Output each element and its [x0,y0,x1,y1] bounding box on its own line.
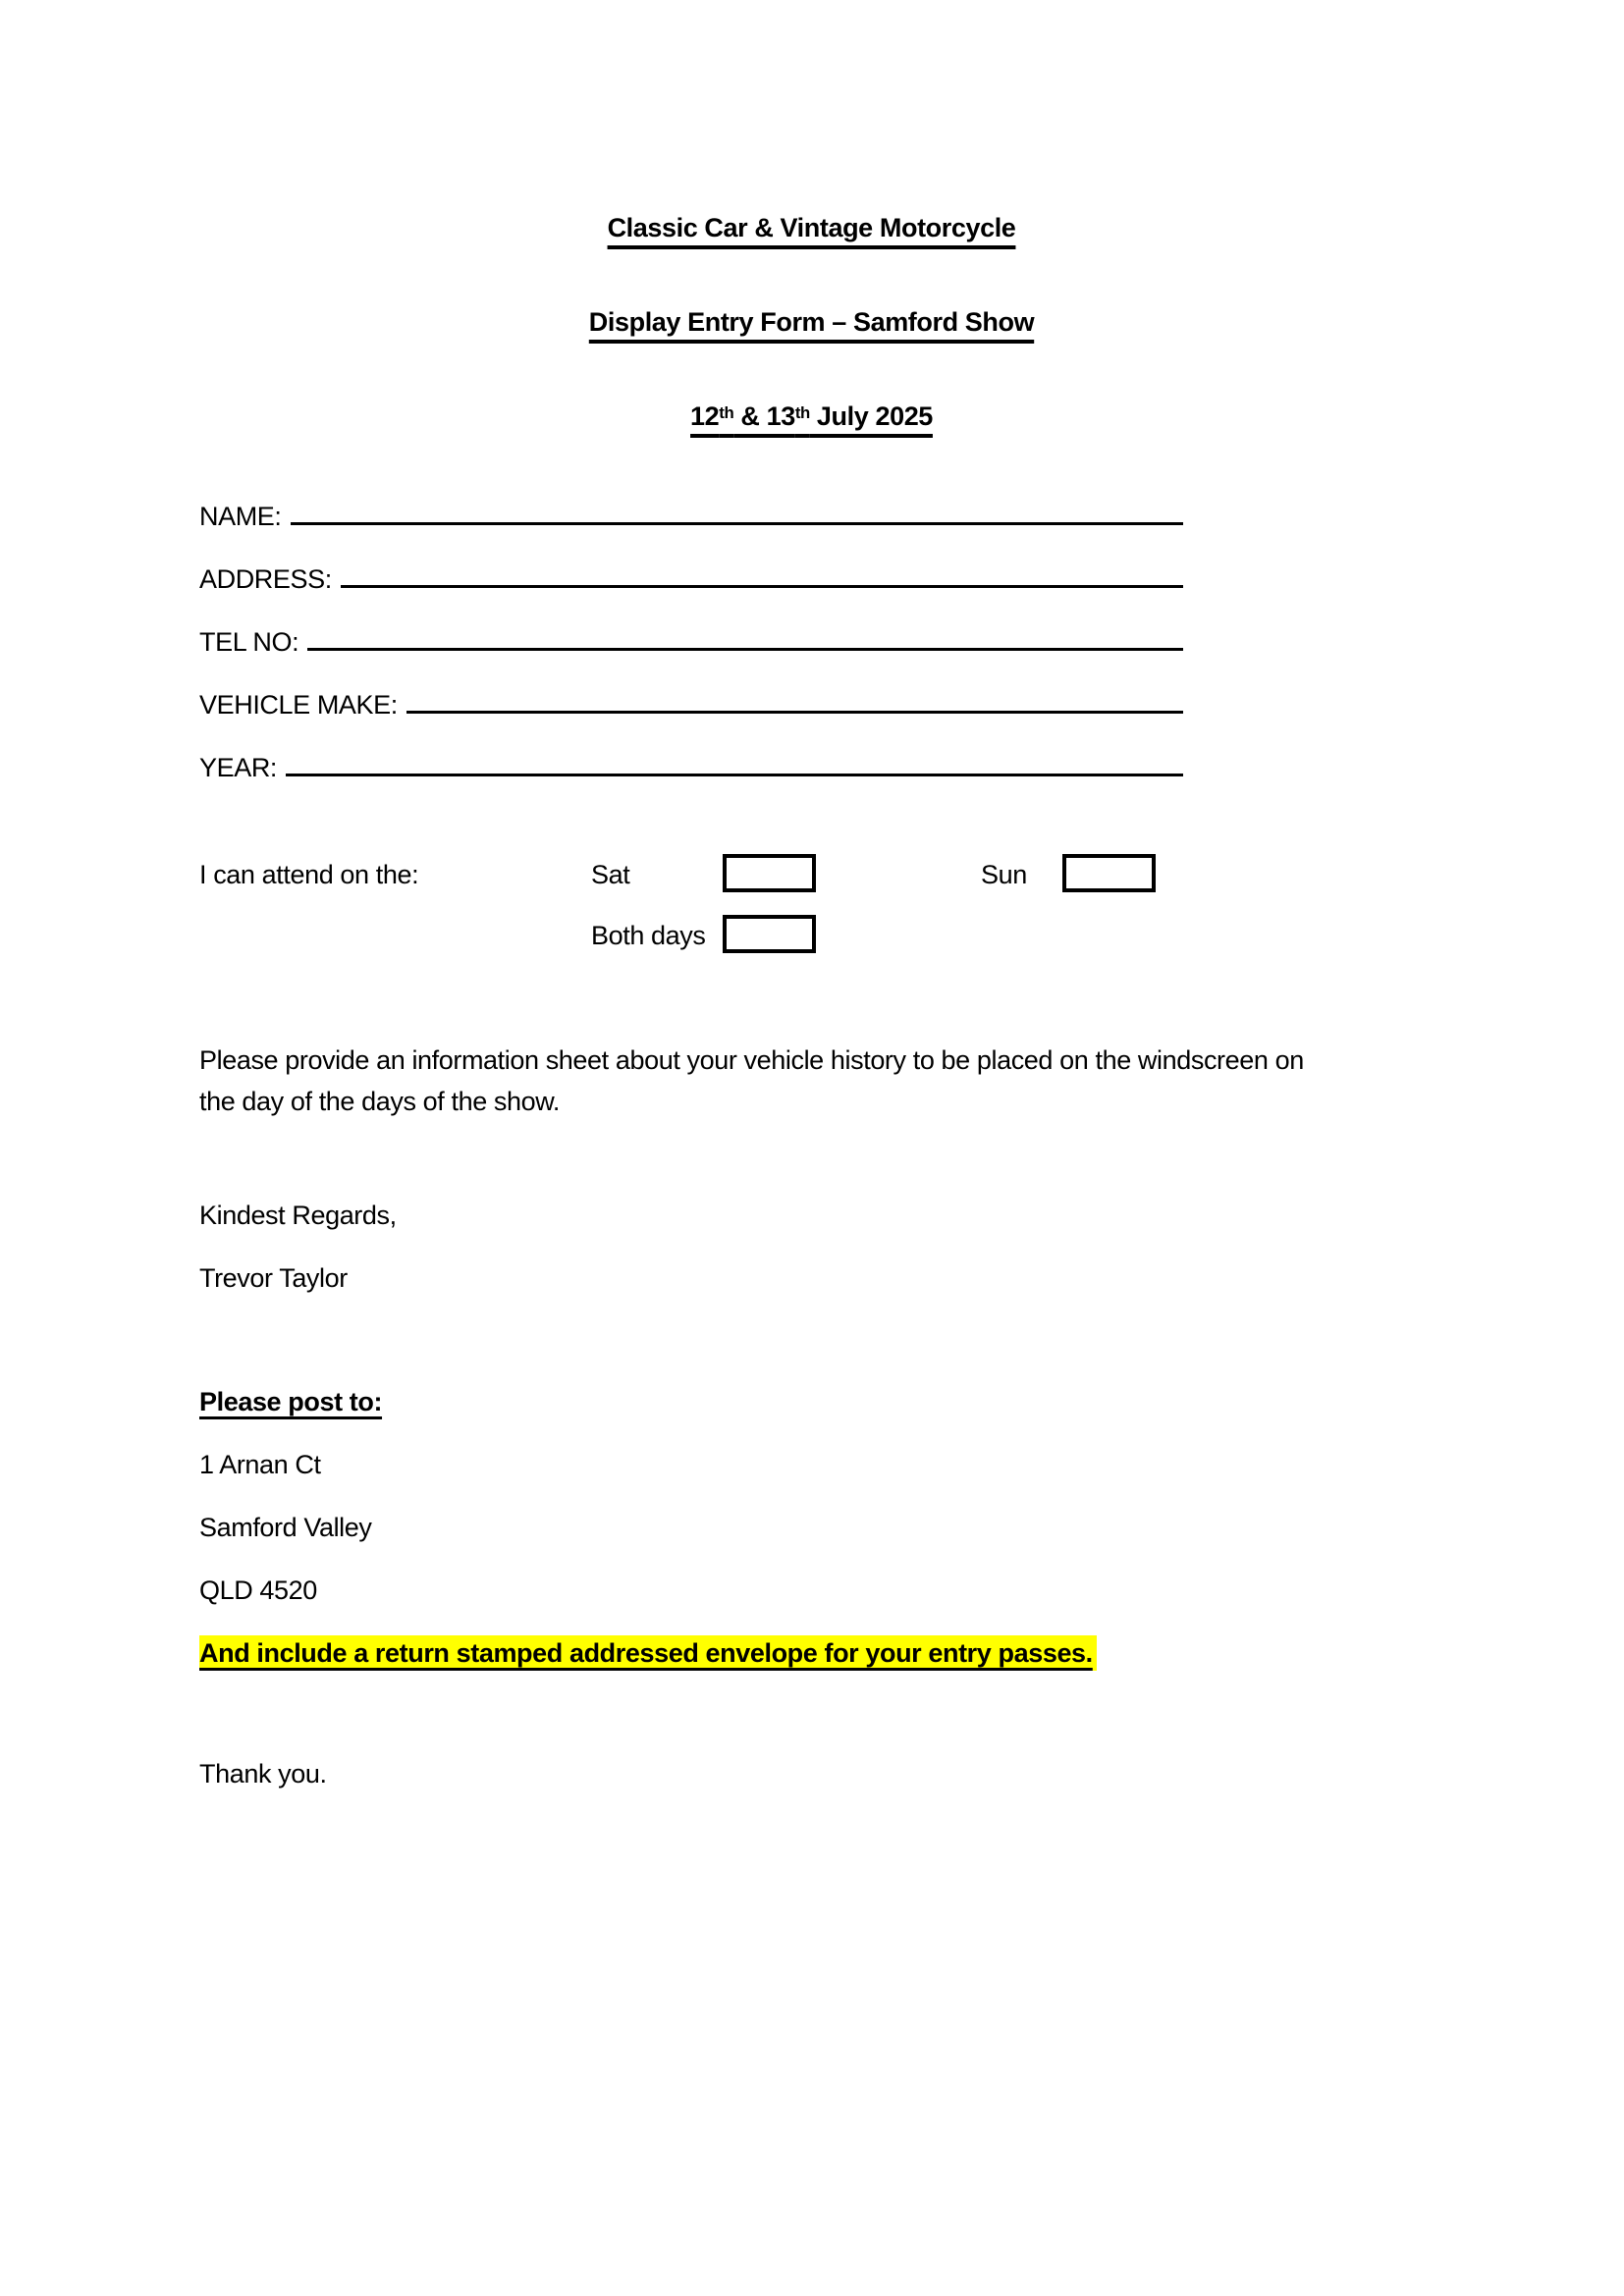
attendance-section [199,854,1424,956]
sat-label: Sat [591,860,630,889]
sun-label: Sun [981,860,1027,889]
post-to-heading: Please post to: [199,1387,383,1416]
both-days-checkbox[interactable] [723,915,816,953]
field-label-address: ADDRESS: [199,564,332,594]
attendance-row-2 [199,915,1424,956]
field-label-name: NAME: [199,502,282,531]
highlight-note-paragraph [199,1632,1424,1674]
field-row-vehicle-make [199,684,1183,725]
post-address-line2: Samford Valley [199,1513,372,1542]
field-label-year: YEAR: [199,753,278,782]
field-line-address[interactable] [341,585,1183,588]
sun-checkbox[interactable] [1062,854,1156,892]
date-sup2: th [794,402,810,422]
info-paragraph [199,1040,1424,1122]
signoff-regards: Kindest Regards, [199,1201,397,1230]
document-title-line2: Display Entry Form – Samford Show [588,307,1035,337]
both-days-label: Both days [591,921,706,950]
document-title-line1: Classic Car & Vintage Motorcycle [607,213,1016,242]
highlight-note: And include a return stamped addressed envelope for your entry passes. [199,1635,1097,1671]
date-day1: 12 [690,401,720,431]
field-row-year [199,747,1183,788]
date-sup1: th [719,402,734,422]
document-title-date [199,388,1424,449]
field-row-tel-no [199,621,1183,663]
info-paragraph-line2: the day of the days of the show. [199,1087,560,1116]
post-address-line1: 1 Arnan Ct [199,1450,321,1479]
sat-checkbox[interactable] [723,854,816,892]
closing-text: Thank you. [199,1759,327,1789]
field-label-tel-no: TEL NO: [199,627,299,657]
attendance-prompt: I can attend on the: [199,860,419,889]
field-row-name [199,496,1183,537]
form-fields [199,496,1183,788]
field-line-vehicle-make[interactable] [406,711,1183,714]
signoff-name: Trevor Taylor [199,1263,348,1293]
attendance-row-1 [199,854,1424,895]
field-label-vehicle-make: VEHICLE MAKE: [199,690,398,720]
post-address-line3: QLD 4520 [199,1575,317,1605]
info-paragraph-line1: Please provide an information sheet about your vehicle history to be placed on the windscreen on [199,1045,1304,1075]
field-row-address [199,559,1183,600]
field-line-tel-no[interactable] [307,648,1183,651]
field-line-year[interactable] [286,774,1183,776]
date-mid: & 13 [733,401,795,431]
field-line-name[interactable] [291,522,1183,525]
date-tail: July 2025 [809,401,933,431]
